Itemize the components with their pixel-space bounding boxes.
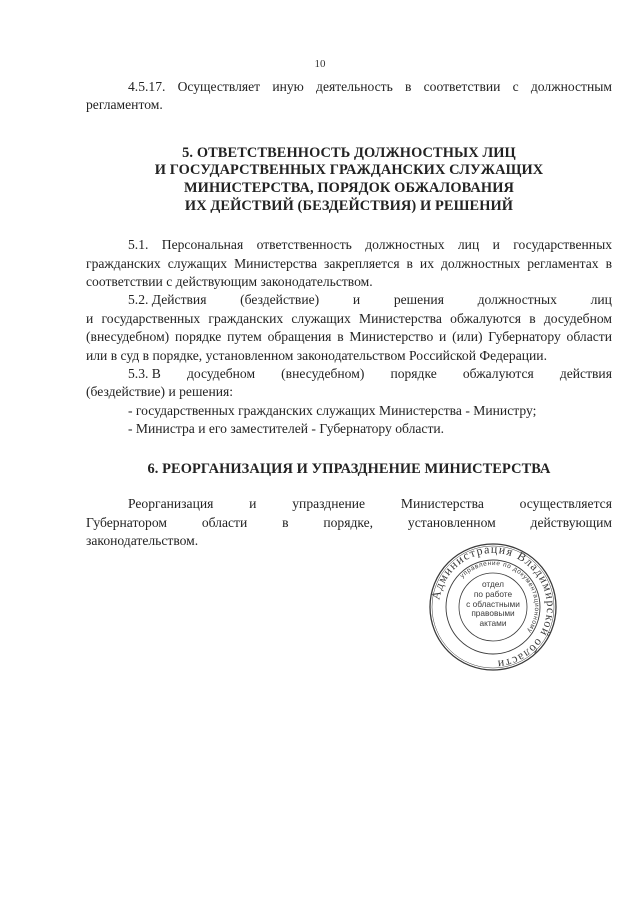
word: 5.2. Действия	[128, 292, 207, 308]
word: Реорганизация	[128, 496, 214, 512]
word: в	[282, 514, 289, 530]
section-6-heading: 6. РЕОРГАНИЗАЦИЯ И УПРАЗДНЕНИЕ МИНИСТЕРСТВА	[147, 460, 551, 477]
list-item: - государственных гражданских служащих Министерства - Министру;	[128, 402, 537, 418]
word: области	[201, 514, 248, 530]
word: порядке	[390, 366, 437, 382]
paragraph-5-1: 5.1. Персональная ответственность должностных лиц и государственных гражданских служащих Министерства закрепляется в их должностных регламентах в соответствии с действующим законодательством.	[86, 237, 612, 289]
word: Министерства	[400, 496, 484, 512]
page-number: 10	[314, 58, 326, 70]
section-6-line3: законодательством.	[86, 533, 199, 549]
word: и	[249, 496, 257, 512]
list-item: - Министра и его заместителей - Губернатору области.	[128, 421, 445, 437]
word: упразднение	[292, 496, 366, 512]
stamp-outer-text: Администрация Владимирской области	[428, 542, 558, 672]
word: порядке,	[323, 514, 374, 530]
paragraph-5-3-first-line	[86, 365, 612, 383]
section-5-heading	[86, 145, 612, 215]
official-stamp	[428, 542, 558, 672]
stamp-inner-text: управление по документационному	[458, 559, 541, 635]
word: досудебном	[186, 366, 256, 382]
word: обжалуются	[462, 366, 534, 382]
paragraph-4-5-17	[86, 78, 612, 96]
word: 5.3. В	[128, 366, 161, 382]
word: (бездействие)	[240, 292, 320, 308]
paragraph-5-2-rest: и государственных гражданских служащих Министерства обжалуются в досудебном (внесудебном) порядке путем обращения в Министерство и (или) Губернатору области или в суд в порядке, установленном законодательством Российской Федерации.	[86, 310, 612, 363]
word: Губернатором	[86, 514, 167, 530]
word: осуществляется	[519, 496, 612, 512]
stamp-center-line: по работе	[473, 588, 513, 599]
stamp-center-line: правовыми	[471, 608, 515, 619]
section-5-heading-line: ИХ ДЕЙСТВИЙ (БЕЗДЕЙСТВИЯ) И РЕШЕНИЙ	[184, 197, 514, 214]
section-5-heading-line: МИНИСТЕРСТВА, ПОРЯДОК ОБЖАЛОВАНИЯ	[183, 180, 515, 196]
paragraph-5-3-rest: (бездействие) и решения:	[86, 384, 234, 400]
section-6-line2	[86, 514, 612, 532]
word: лиц	[590, 292, 612, 308]
section-6-line1	[86, 495, 612, 513]
paragraph-5-2-first-line	[86, 291, 612, 309]
word: должностных	[477, 292, 557, 308]
word: установленном	[407, 514, 496, 530]
stamp-center-text	[456, 580, 530, 629]
section-5-heading-line: 5. ОТВЕТСТВЕННОСТЬ ДОЛЖНОСТНЫХ ЛИЦ	[182, 144, 516, 161]
stamp-center-line: с областными	[466, 598, 520, 609]
word: решения	[393, 292, 444, 308]
word: действия	[559, 366, 612, 382]
paragraph-4-5-17-line1: 4.5.17. Осуществляет иную деятельность в соответствии с должностным	[128, 79, 612, 94]
paragraph-4-5-17-line2: регламентом.	[86, 97, 163, 113]
stamp-center-line: отдел	[482, 579, 504, 589]
document-body	[86, 78, 612, 550]
stamp-center-line: актами	[479, 618, 507, 629]
word: (внесудебном)	[281, 366, 365, 382]
section-5-heading-line: И ГОСУДАРСТВЕННЫХ ГРАЖДАНСКИХ СЛУЖАЩИХ	[154, 162, 544, 179]
word: действующим	[530, 514, 612, 530]
word: и	[352, 292, 361, 308]
